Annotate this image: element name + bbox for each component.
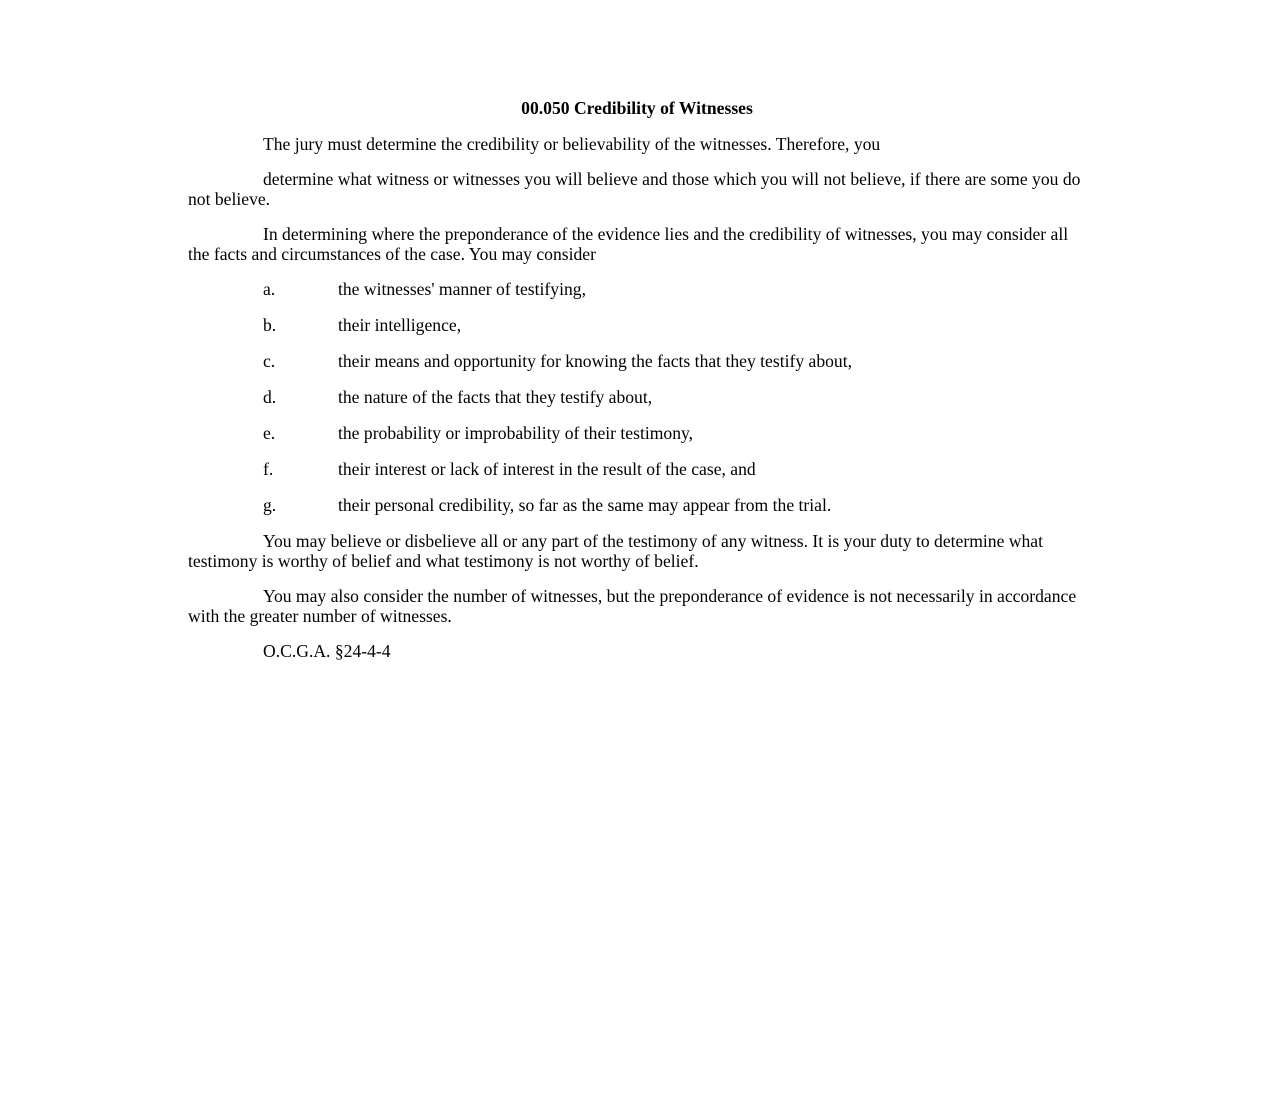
list-item-text: their means and opportunity for knowing the facts that they testify about, [338, 351, 853, 371]
list-item-letter: d. [263, 387, 277, 407]
list-item [188, 388, 1088, 408]
list-item-text: the probability or improbability of their testimony, [338, 423, 694, 443]
list-item [188, 316, 1088, 336]
list-item-letter: c. [263, 351, 276, 371]
factor-list [188, 280, 1088, 516]
paragraph-believe: You may believe or disbelieve all or any part of the testimony of any witness. It is your duty to determine what testimony is worthy of belief and what testimony is not worthy of belief. [188, 531, 1043, 571]
paragraph-determine: determine what witness or witnesses you will believe and those which you will not believe, if there are some you do not believe. [188, 169, 1081, 209]
document-page [188, 99, 1088, 662]
list-item [188, 352, 1088, 372]
paragraph-intro: The jury must determine the credibility or believability of the witnesses. Therefore, you [263, 133, 881, 154]
paragraph-consider: In determining where the preponderance of the evidence lies and the credibility of witnesses, you may consider all the facts and circumstances of the case. You may consider [188, 224, 1069, 264]
list-item [188, 424, 1088, 444]
list-item [188, 496, 1088, 516]
list-item [188, 280, 1088, 300]
list-item-text: the nature of the facts that they testify about, [338, 387, 653, 407]
paragraph-number-of-witnesses: You may also consider the number of witnesses, but the preponderance of evidence is not necessarily in accordance with the greater number of witnesses. [188, 586, 1077, 626]
list-item-letter: a. [263, 279, 276, 299]
list-item-text: their personal credibility, so far as the same may appear from the trial. [338, 495, 832, 515]
list-item-text: their intelligence, [338, 315, 462, 335]
list-item-letter: b. [263, 315, 277, 335]
list-item-letter: f. [263, 459, 274, 479]
list-item-letter: g. [263, 495, 277, 515]
list-item [188, 460, 1088, 480]
statute-citation: O.C.G.A. §24-4-4 [263, 641, 391, 661]
list-item-text: their interest or lack of interest in the result of the case, and [338, 459, 756, 479]
list-item-text: the witnesses' manner of testifying, [338, 279, 586, 299]
document-title: 00.050 Credibility of Witnesses [521, 98, 753, 118]
list-item-letter: e. [263, 423, 276, 443]
